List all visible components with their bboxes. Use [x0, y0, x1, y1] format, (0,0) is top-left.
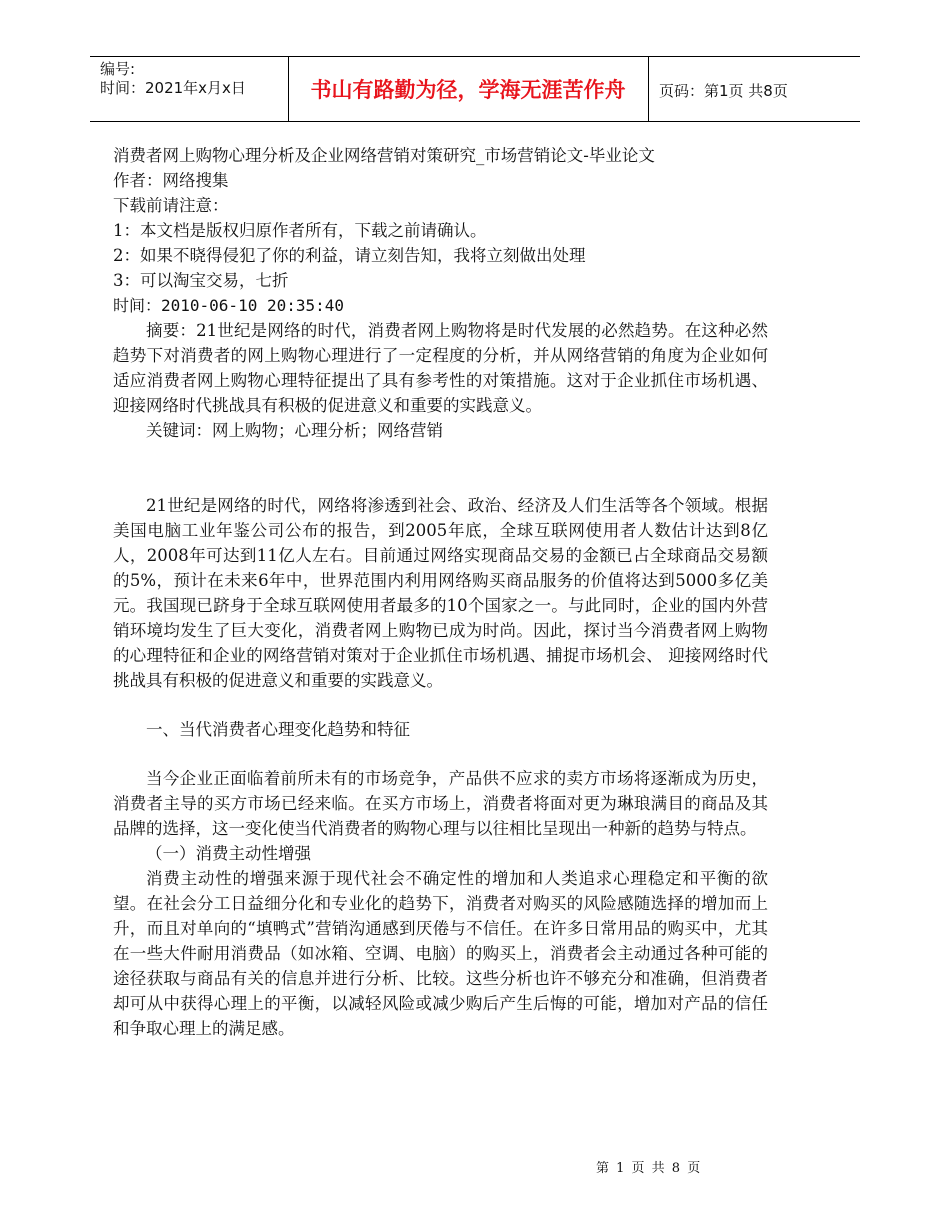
article-timestamp: 时间：2010-06-10 20:35:40 — [113, 296, 345, 315]
notice-item: 1：本文档是版权归原作者所有，下载之前请确认。 — [113, 221, 487, 240]
header-time: 时间：2021年x月x日 — [100, 79, 246, 97]
abstract-paragraph: 摘要：21世纪是网络的时代，消费者网上购物将是时代发展的必然趋势。在这种必然趋势下对消费者的网上购物心理进行了一定程度的分析，并从网络营销的角度为企业如何适应消费者网上购物心理特征提出了具有参考性的对策措施。这对于企业抓住市场机遇、迎接网络时代挑战具有积极的促进意义和重要的实践意义。 — [113, 321, 768, 415]
header-motto: 书山有路勤为径，学海无涯苦作舟 — [310, 78, 626, 102]
header-page-info: 页码：第1页 共8页 — [659, 82, 788, 100]
header-top-rule — [90, 56, 860, 57]
serial-label: 编号: — [100, 60, 136, 78]
subsection-paragraph: 消费主动性的增强来源于现代社会不确定性的增加和人类追求心理稳定和平衡的欲望。在社会分工日益细分化和专业化的趋势下，消费者对购买的风险感随选择的增加而上升，而且对单向的“填鸭式”营销沟通感到厌倦与不信任。在许多日常用品的购买中，尤其在一些大件耐用消费品（如冰箱、空调、电脑）的购买上，消费者会主动通过各种可能的途径获取与商品有关的信息并进行分析、比较。这些分析也许不够充分和准确，但消费者却可从中获得心理上的平衡，以减轻风险或减少购后产生后悔的可能，增加对产品的信任和争取心理上的满足感。 — [113, 869, 768, 1038]
section-heading: 一、当代消费者心理变化趋势和特征 — [146, 720, 410, 739]
notice-item: 3：可以淘宝交易，七折 — [113, 271, 289, 290]
footer-page-number: 第 1 页 共 8 页 — [596, 1161, 701, 1176]
article-author: 作者：网络搜集 — [113, 171, 229, 190]
document-body — [113, 143, 768, 1041]
subsection-heading: （一）消费主动性增强 — [146, 844, 311, 863]
header-divider-right — [648, 56, 649, 122]
notice-heading: 下载前请注意： — [113, 196, 229, 215]
keywords-line: 关键词：网上购物；心理分析；网络营销 — [146, 421, 443, 440]
intro-paragraph: 21世纪是网络的时代，网络将渗透到社会、政治、经济及人们生活等各个领域。根据美国电脑工业年鉴公司公布的报告，到2005年底，全球互联网使用者人数估计达到8亿人，2008年可达到11亿人左右。目前通过网络实现商品交易的金额已占全球商品交易额的5%，预计在未来6年中，世界范围内利用网络购买商品服务的价值将达到5000多亿美元。我国现已跻身于全球互联网使用者最多的10个国家之一。与此同时，企业的国内外营销环境均发生了巨大变化，消费者网上购物已成为时尚。因此，探讨当今消费者网上购物的心理特征和企业的网络营销对策对于企业抓住市场机遇、捕捉市场机会、 迎接网络时代挑战具有积极的促进意义和重要的实践意义。 — [113, 496, 768, 690]
header-bottom-rule — [90, 121, 860, 122]
notice-item: 2：如果不晓得侵犯了你的利益，请立刻告知，我将立刻做出处理 — [113, 246, 586, 265]
article-title: 消费者网上购物心理分析及企业网络营销对策研究_市场营销论文-毕业论文 — [113, 146, 655, 165]
section-paragraph: 当今企业正面临着前所未有的市场竞争，产品供不应求的卖方市场将逐渐成为历史，消费者主导的买方市场已经来临。在买方市场上，消费者将面对更为琳琅满目的商品及其品牌的选择，这一变化使当代消费者的购物心理与以往相比呈现出一种新的趋势与特点。 — [113, 769, 768, 838]
